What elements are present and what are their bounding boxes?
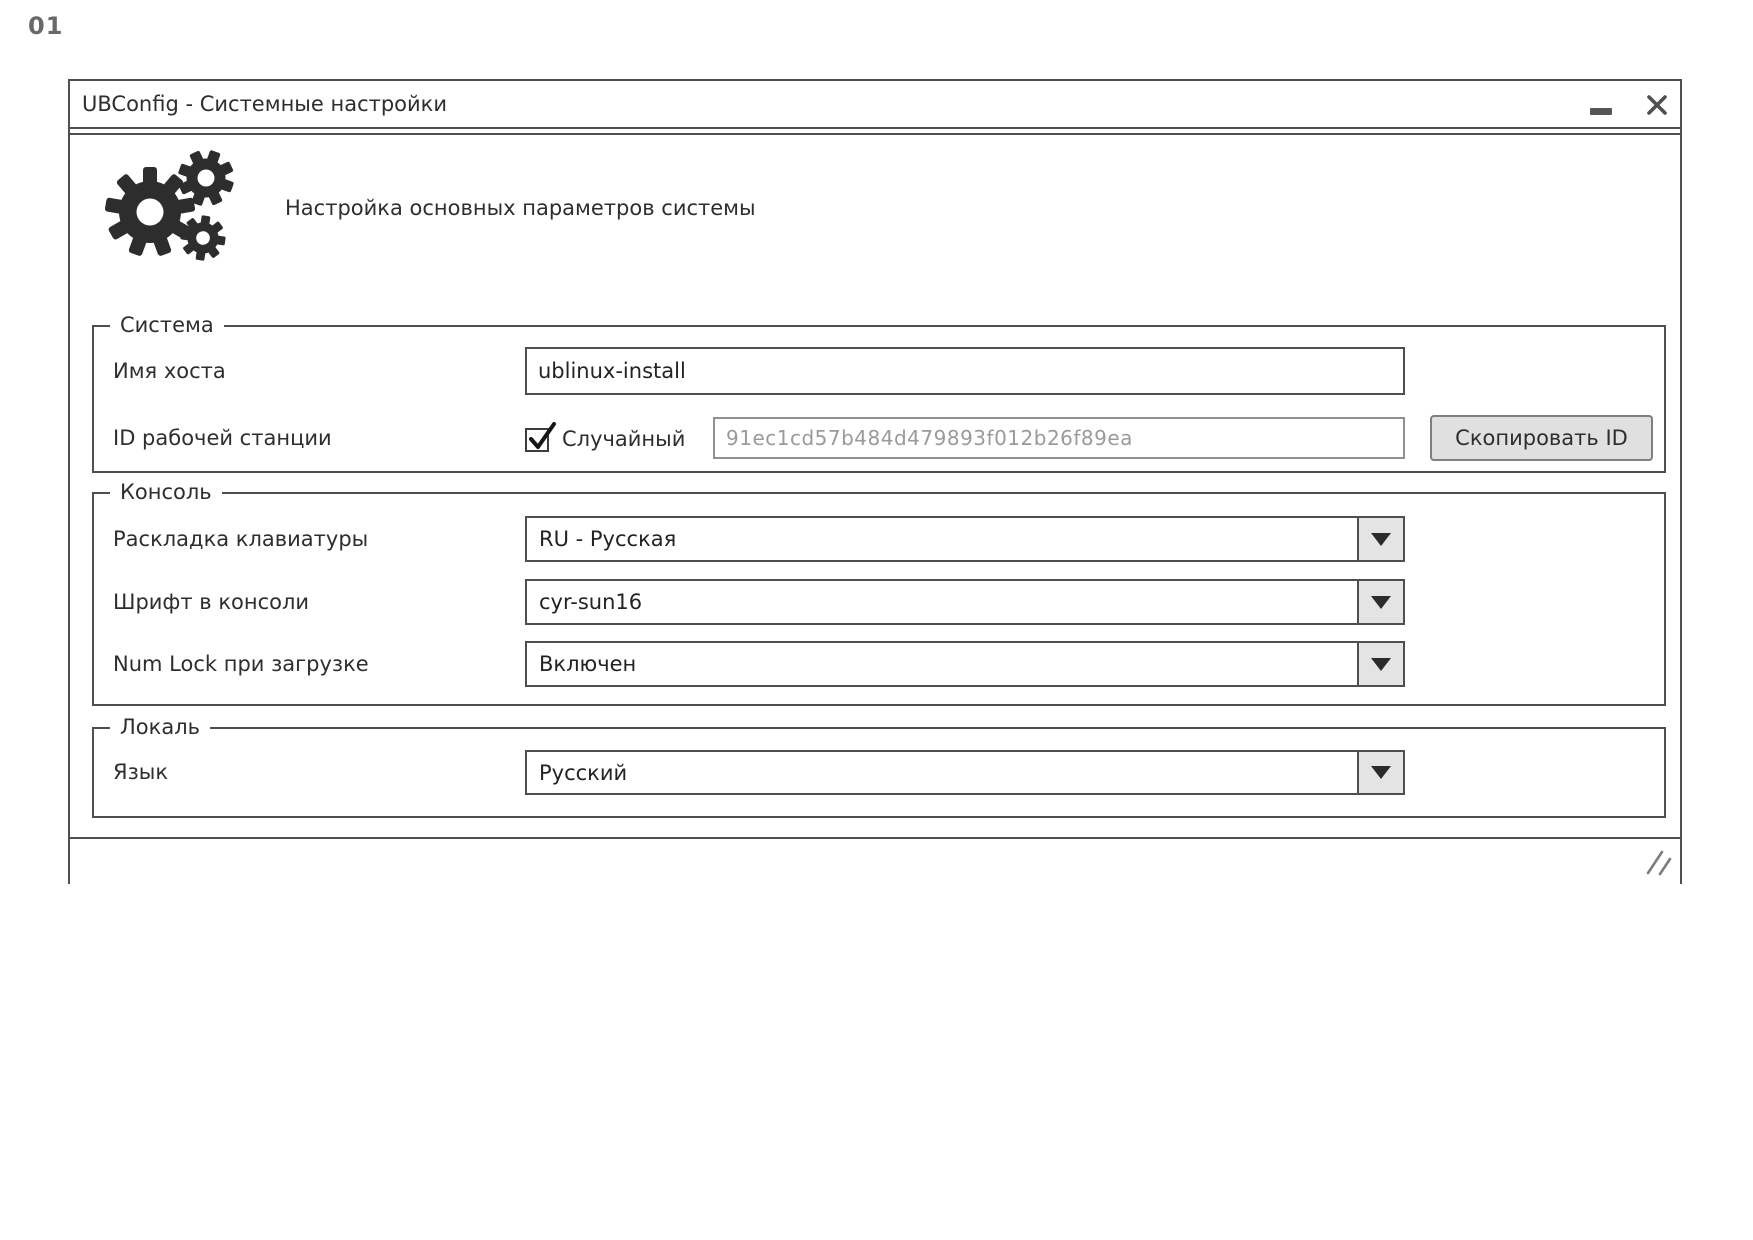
numlock-select[interactable]	[525, 641, 1405, 687]
resize-grip-icon[interactable]	[1644, 847, 1674, 877]
copy-id-button-label: Скопировать ID	[1455, 426, 1628, 450]
workstation-id-value: 91ec1cd57b484d479893f012b26f89ea	[726, 426, 1133, 450]
numlock-dropdown-button[interactable]	[1357, 643, 1403, 685]
close-button[interactable]	[1642, 89, 1672, 119]
numlock-label: Num Lock при загрузке	[113, 652, 369, 676]
language-value: Русский	[539, 760, 628, 785]
checkmark-icon	[528, 421, 556, 453]
keyboard-layout-select[interactable]	[525, 516, 1405, 562]
window-title: UBConfig - Системные настройки	[82, 92, 448, 116]
ubconfig-window	[68, 79, 1682, 884]
section-system-legend: Система	[110, 312, 224, 339]
chevron-down-icon	[1371, 533, 1391, 546]
dialog-subtitle: Настройка основных параметров системы	[285, 196, 756, 220]
console-font-dropdown-button[interactable]	[1357, 581, 1403, 623]
console-font-value: cyr-sun16	[539, 590, 643, 614]
language-label: Язык	[113, 760, 169, 784]
random-id-checkbox-label: Случайный	[562, 427, 686, 451]
section-locale-legend: Локаль	[110, 714, 210, 741]
hostname-label: Имя хоста	[113, 359, 226, 383]
hostname-value: ublinux-install	[538, 359, 686, 383]
close-icon	[1642, 89, 1672, 119]
numlock-value: Включен	[539, 652, 637, 676]
chevron-down-icon	[1371, 596, 1391, 609]
section-console-legend: Консоль	[110, 479, 222, 506]
console-font-label: Шрифт в консоли	[113, 590, 310, 614]
status-bar	[70, 837, 1680, 884]
chevron-down-icon	[1371, 658, 1391, 671]
chevron-down-icon	[1371, 766, 1391, 779]
page-number: 01	[28, 12, 64, 40]
keyboard-layout-dropdown-button[interactable]	[1357, 518, 1403, 560]
workstation-id-label: ID рабочей станции	[113, 426, 332, 450]
console-font-select[interactable]	[525, 579, 1405, 625]
language-dropdown-button[interactable]	[1357, 752, 1403, 793]
language-select[interactable]	[525, 750, 1405, 795]
hostname-input[interactable]	[525, 347, 1405, 395]
copy-id-button[interactable]	[1430, 415, 1653, 461]
section-console	[92, 480, 1666, 706]
keyboard-layout-label: Раскладка клавиатуры	[113, 527, 369, 551]
random-id-checkbox[interactable]	[525, 428, 549, 452]
section-locale	[92, 715, 1666, 818]
minimize-icon	[1590, 108, 1612, 115]
section-system	[92, 313, 1666, 473]
window-titlebar[interactable]	[70, 81, 1680, 129]
minimize-button[interactable]	[1584, 93, 1618, 117]
gears-icon	[104, 148, 236, 262]
workstation-id-input[interactable]	[713, 417, 1405, 459]
keyboard-layout-value: RU - Русская	[539, 527, 677, 551]
